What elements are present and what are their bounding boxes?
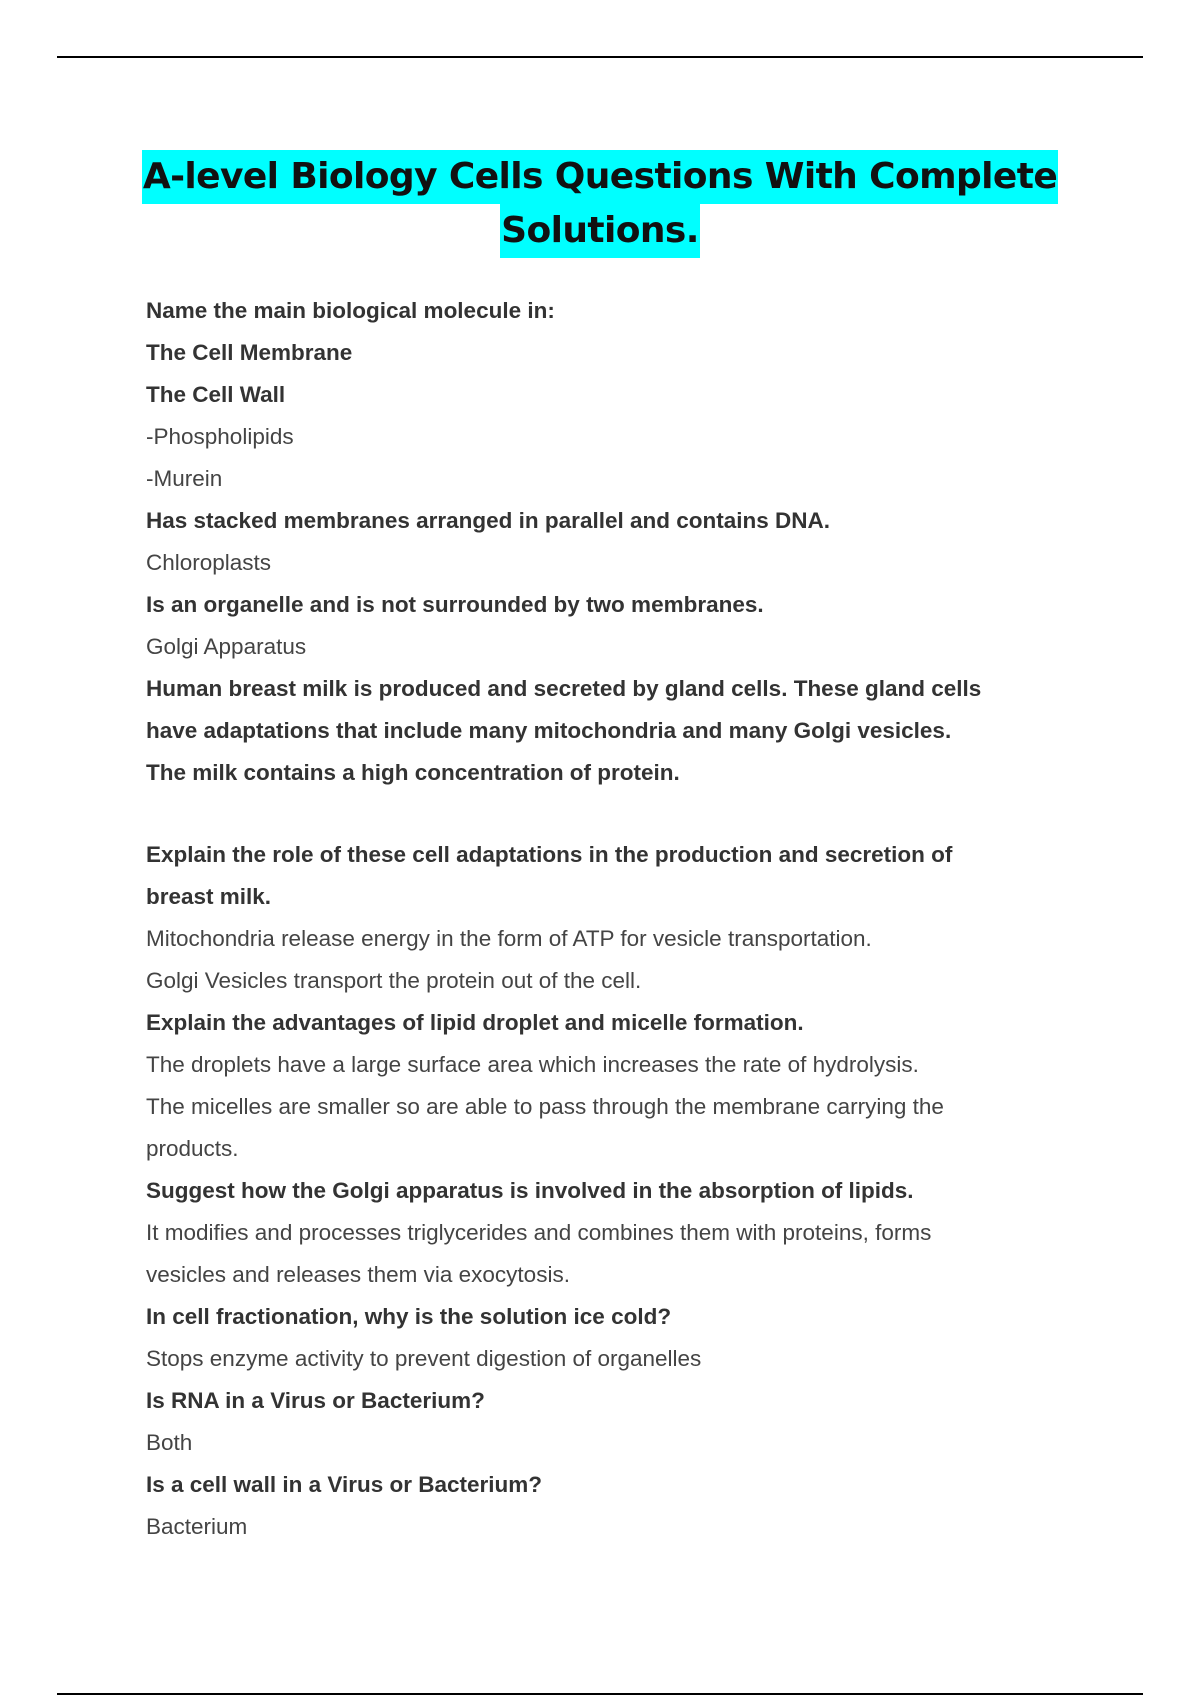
- answer-text: The droplets have a large surface area which increases the rate of hydrolysis.: [146, 1052, 919, 1077]
- title-line-1: A-level Biology Cells Questions With Complete: [142, 150, 1058, 204]
- answer-text: Stops enzyme activity to prevent digestion of organelles: [146, 1346, 702, 1371]
- question-text: Name the main biological molecule in:: [146, 298, 555, 323]
- question-text: have adaptations that include many mitochondria and many Golgi vesicles.: [146, 718, 952, 743]
- answer-text: Bacterium: [146, 1514, 248, 1539]
- answer-text: The micelles are smaller so are able to pass through the membrane carrying the: [146, 1094, 944, 1119]
- answer-text: -Phospholipids: [146, 424, 294, 449]
- answer-text: Both: [146, 1430, 193, 1455]
- answer-text: Golgi Apparatus: [146, 634, 307, 659]
- answer-text: products.: [146, 1136, 239, 1161]
- question-text: The Cell Membrane: [146, 340, 353, 365]
- question-text: Has stacked membranes arranged in parallel and contains DNA.: [146, 508, 830, 533]
- question-text: Is an organelle and is not surrounded by two membranes.: [146, 592, 764, 617]
- question-text: Is RNA in a Virus or Bacterium?: [146, 1388, 485, 1413]
- question-text: The milk contains a high concentration of protein.: [146, 760, 680, 785]
- question-text: Is a cell wall in a Virus or Bacterium?: [146, 1472, 542, 1497]
- answer-text: vesicles and releases them via exocytosis.: [146, 1262, 570, 1287]
- question-text: Suggest how the Golgi apparatus is involved in the absorption of lipids.: [146, 1178, 914, 1203]
- qa-content: [146, 290, 1066, 1548]
- answer-text: Golgi Vesicles transport the protein out of the cell.: [146, 968, 642, 993]
- paragraph-spacer: [146, 794, 1066, 834]
- title-line-2: Solutions.: [500, 204, 700, 258]
- header-rule: [57, 56, 1143, 58]
- question-text: breast milk.: [146, 884, 272, 909]
- answer-text: Mitochondria release energy in the form of ATP for vesicle transportation.: [146, 926, 872, 951]
- answer-text: It modifies and processes triglycerides and combines them with proteins, forms: [146, 1220, 932, 1245]
- footer-rule: [57, 1693, 1143, 1695]
- answer-text: -Murein: [146, 466, 223, 491]
- question-text: Human breast milk is produced and secreted by gland cells. These gland cells: [146, 676, 982, 701]
- question-text: The Cell Wall: [146, 382, 286, 407]
- question-text: Explain the role of these cell adaptations in the production and secretion of: [146, 842, 953, 867]
- question-text: Explain the advantages of lipid droplet and micelle formation.: [146, 1010, 804, 1035]
- answer-text: Chloroplasts: [146, 550, 272, 575]
- question-text: In cell fractionation, why is the solution ice cold?: [146, 1304, 672, 1329]
- page-title: [0, 150, 1200, 258]
